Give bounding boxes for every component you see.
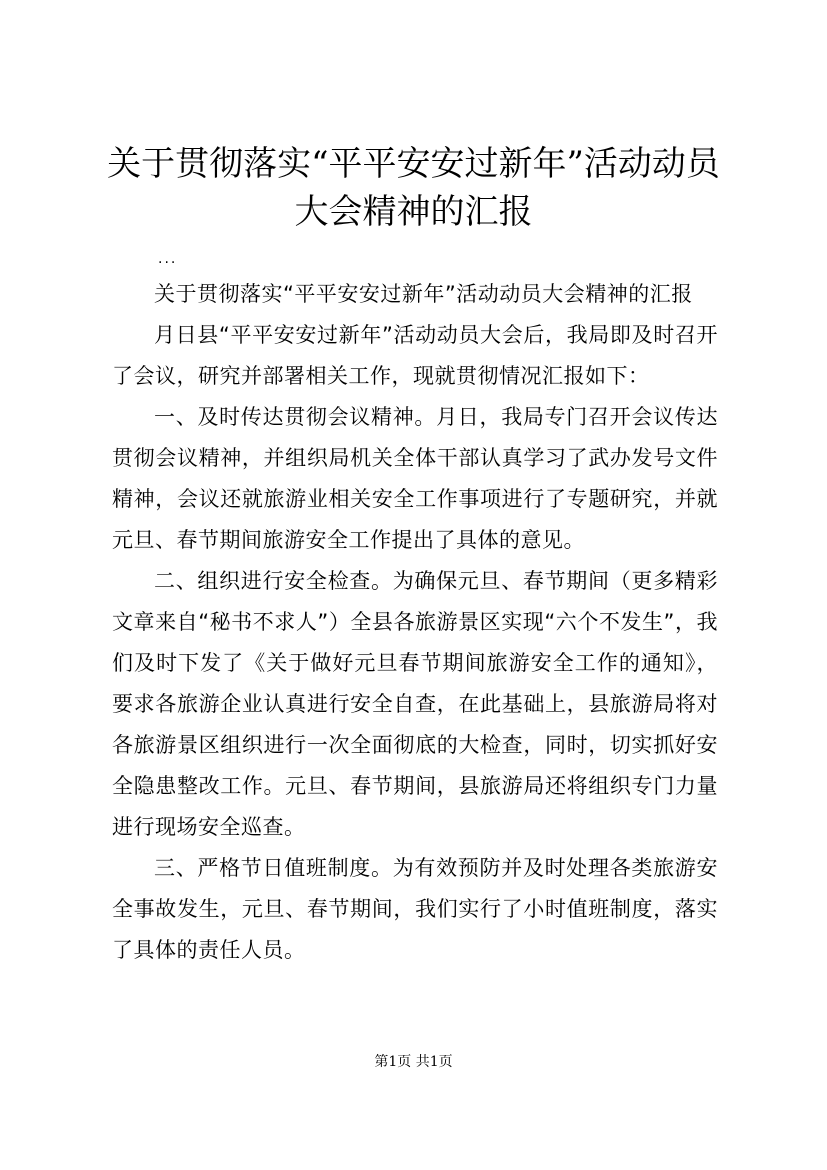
paragraph-intro: 月日县“平平安安过新年”活动动员大会后，我局即及时召开了会议，研究并部署相关工作，现就贯彻情况汇报如下： bbox=[112, 323, 718, 388]
paragraph-section-2: 二、组织进行安全检查。为确保元旦、春节期间（更多精彩文章来自“秘书不求人”）全县各旅游景区实现“六个不发生”，我们及时下发了《关于做好元旦春节期间旅游安全工作的通知》，要求各旅游企业认真进行安全自查，在此基础上，县旅游局将对各旅游景区组织进行一次全面彻底的大检查，同时，切实抓好安全隐患整改工作。元旦、春节期间，县旅游局还将组织专门力量进行现场安全巡查。 bbox=[112, 569, 718, 839]
ellipsis-marker: ... bbox=[158, 251, 178, 267]
paragraph-heading: 关于贯彻落实“平平安安过新年”活动动员大会精神的汇报 bbox=[154, 282, 693, 306]
paragraph-section-3: 三、严格节日值班制度。为有效预防并及时处理各类旅游安全事故发生，元旦、春节期间，我们实行了小时值班制度，落实了具体的责任人员。 bbox=[112, 856, 718, 962]
document-body bbox=[112, 244, 718, 971]
paragraph-section-1: 一、及时传达贯彻会议精神。月日，我局专门召开会议传达贯彻会议精神，并组织局机关全体干部认真学习了武办发号文件精神，会议还就旅游业相关安全工作事项进行了专题研究，并就元旦、春节期间旅游安全工作提出了具体的意见。 bbox=[112, 405, 718, 552]
page-number-footer: 第1页 共1页 bbox=[374, 1054, 453, 1070]
document-title: 关于贯彻落实“平平安安过新年”活动动员大会精神的汇报 bbox=[107, 144, 720, 232]
